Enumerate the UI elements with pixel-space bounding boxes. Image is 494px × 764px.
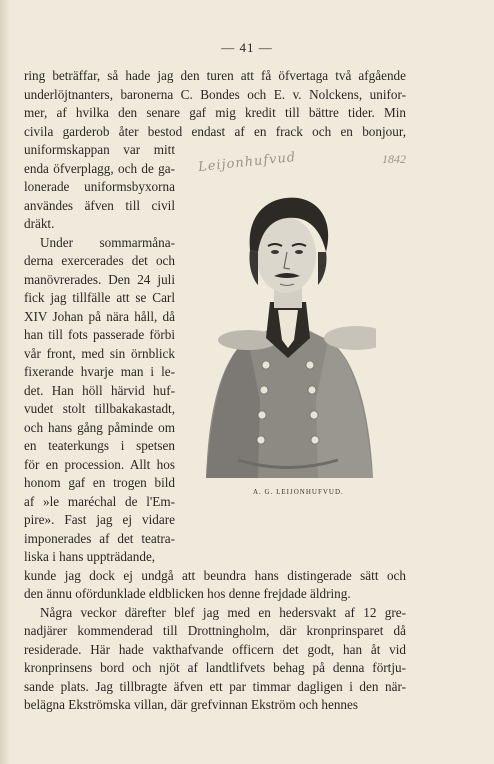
text-line: han till fots passerade förbi: [24, 327, 175, 342]
text-line: ring beträffar, så hade jag den turen att få öfvertaga två afgående: [24, 68, 406, 83]
text-line: nadjärer kommenderad till Drottningholm, där kronprinsparet då: [24, 623, 406, 638]
text-line: dräkt.: [24, 216, 55, 231]
text-line: civila garderob åter bestod endast af en frack och en bonjour,: [24, 123, 406, 139]
text-line: mer, af hvilka den senare gaf mig kredit till bättre tider. Min: [24, 105, 406, 120]
text-line: imponerades af det teatra-: [24, 530, 175, 546]
text-line: Under sommarmåna-: [40, 234, 175, 250]
text-line: den ännu ofördunklade eldblicken hos denne frejdade äldring.: [24, 586, 351, 601]
text-line: honom gaf en trogen bild: [24, 475, 175, 490]
text-line: vudet stolt tillbakakastadt,: [24, 401, 175, 416]
text-line: enda öfverplagg, och de ga-: [24, 160, 175, 176]
text-line: kunde jag dock ej undgå att beundra hans distingerade sätt och: [24, 567, 406, 583]
page-number: — 41 —: [221, 40, 273, 55]
text-line: fixerande hvarje man i le-: [24, 364, 175, 379]
text-line: residerade. Här hade vakthafvande officern det godt, han åt vid: [24, 641, 406, 657]
text-line: vår front, med sin örnblick: [24, 345, 175, 361]
text-line: derna exercerades det och: [24, 253, 175, 268]
text-line: fick jag tillfälle att se Carl: [24, 290, 175, 305]
text-line: sande plats. Jag tillbragte äfven ett par timmar dagligen i den när-: [24, 678, 406, 694]
handwritten-signature: Leijonhufvud: [197, 149, 297, 176]
portrait-engraving: [198, 190, 376, 478]
text-line: det. Han höll härvid huf-: [24, 382, 175, 398]
text-line: kronprinsens bord och njöt af landtlifvets behag på denna förtju-: [24, 660, 406, 675]
text-line: lonerade uniformsbyxorna: [24, 179, 175, 194]
page-binding-edge: [0, 0, 9, 764]
text-line: för en procession. Allt hos: [24, 456, 175, 472]
text-line: manövrerades. Den 24 juli: [24, 271, 175, 287]
text-line: pire». Fast jag ej vidare: [24, 512, 175, 527]
text-line: liska i hans uppträdande,: [24, 549, 156, 564]
text-line: och hans gång påminde om: [24, 419, 175, 435]
text-line: Några veckor därefter blef jag med en hedersvakt af 12 gre-: [40, 604, 406, 620]
text-line: underlöjtnanters, baronerna C. Bondes och E. v. Nolckens, unifor-: [24, 86, 406, 102]
text-line: uniformskappan var mitt: [24, 142, 175, 157]
portrait-caption: A. G. LEIJONHUFVUD.: [253, 488, 344, 496]
text-line: XIV Johan på nära håll, då: [24, 308, 175, 324]
handwritten-year: 1842: [382, 152, 406, 166]
text-line: användes äfven till civil: [24, 197, 175, 213]
text-line: en teaterkungs i spetsen: [24, 438, 175, 453]
text-line: af »le maréchal de l'Em-: [24, 493, 175, 509]
text-line: belägna Ekströmska villan, där grefvinnan Ekström och hennes: [24, 697, 358, 712]
